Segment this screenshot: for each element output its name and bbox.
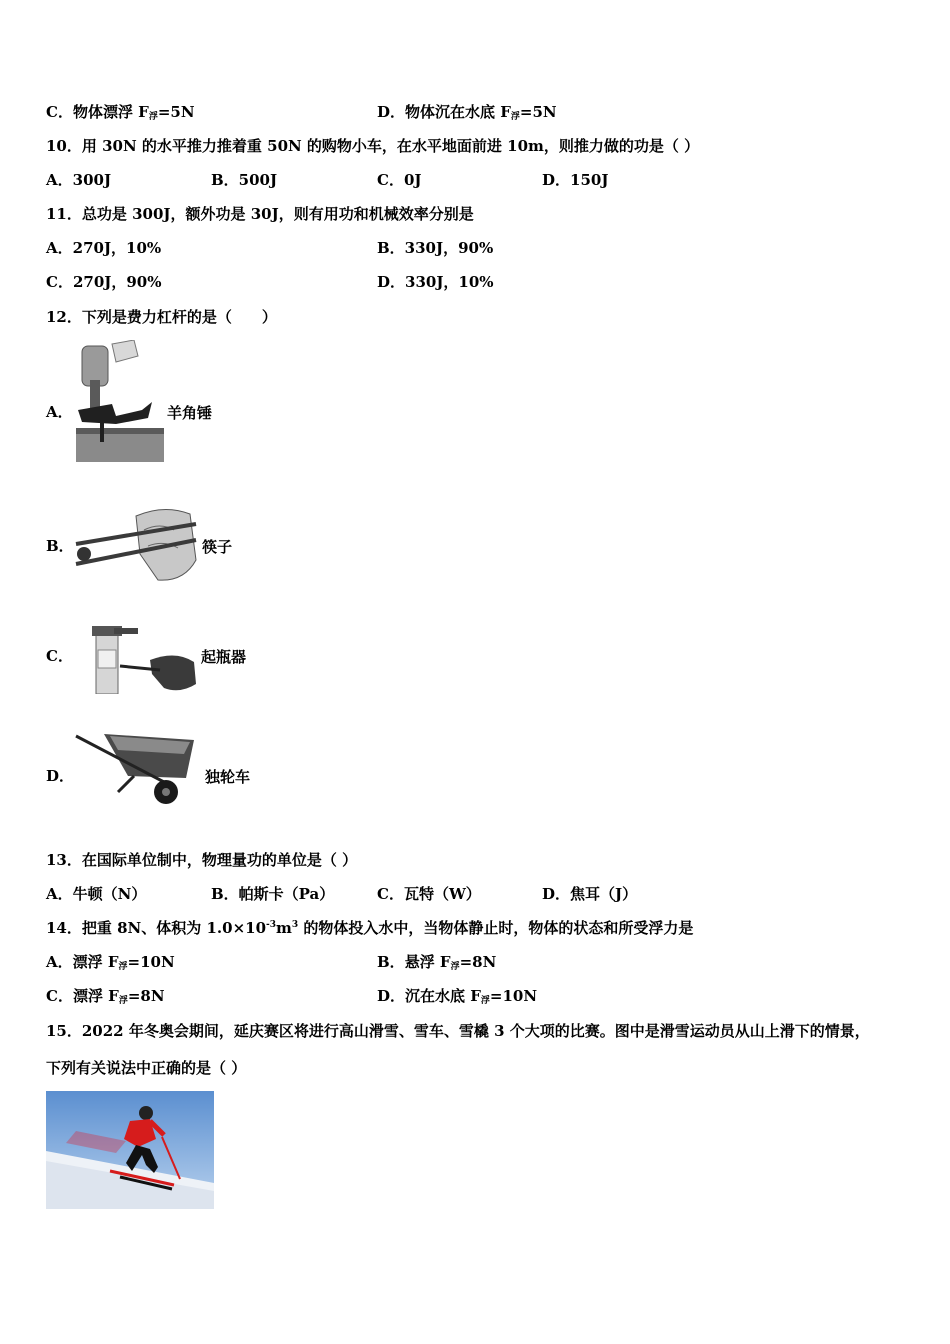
- wheelbarrow-image: [74, 726, 198, 806]
- q12-option-a-letter: A．: [46, 403, 73, 421]
- q10-option-c: C．0J: [377, 171, 422, 189]
- q10-option-d: D．150J: [542, 171, 609, 189]
- q11-option-b: B．330J，90%: [377, 239, 494, 257]
- q12-option-a-label: 羊角锤: [167, 404, 213, 422]
- q10-option-b: B．500J: [211, 171, 278, 189]
- q13-option-d: D．焦耳（J）: [542, 885, 638, 903]
- q11-stem: 11．总功是 300J，额外功是 30J，则有用功和机械效率分别是: [46, 205, 474, 223]
- q13-option-c: C．瓦特（W）: [377, 885, 481, 903]
- q14-option-d: D．沉在水底 $F_浮=10N$: [377, 987, 538, 1006]
- q13-stem: 13．在国际单位制中，物理量功的单位是（ ）: [46, 851, 358, 869]
- chopsticks-image: [74, 500, 198, 586]
- q11-option-d: D．330J，10%: [377, 273, 494, 291]
- q9-option-d: D．物体沉在水底 $F_浮=5N$: [377, 103, 557, 122]
- skier-image: [46, 1091, 214, 1209]
- q12-stem: 12．下列是费力杠杆的是（ ）: [46, 308, 277, 326]
- q12-option-c-label: 起瓶器: [201, 648, 247, 666]
- q14-option-a: A．漂浮 $F_浮=10N$: [46, 953, 175, 972]
- q13-option-a: A．牛顿（N）: [46, 885, 147, 903]
- q14-option-b: B．悬浮 $F_浮=8N$: [377, 953, 497, 972]
- q15-stem-line1: 15．2022 年冬奥会期间，延庆赛区将进行高山滑雪、雪车、雪橇 3 个大项的比赛。图中是滑雪运动员从山上滑下的情景，: [46, 1022, 870, 1040]
- q10-option-a: A．300J: [46, 171, 112, 189]
- bottle-opener-image: [80, 622, 198, 694]
- q12-option-d-label: 独轮车: [205, 768, 251, 786]
- q14-stem: 14．把重 8N、体积为 $1.0\times 10^{-3}m^3$ 的物体投入水中，当物体静止时，物体的状态和所受浮力是: [46, 919, 694, 937]
- q15-stem-line2: 下列有关说法中正确的是（ ）: [46, 1059, 247, 1077]
- q9-option-c: C．物体漂浮 $F_浮=5N$: [46, 103, 195, 122]
- q14-option-c: C．漂浮 $F_浮=8N$: [46, 987, 165, 1006]
- q11-option-c: C．270J，90%: [46, 273, 162, 291]
- q12-option-b-letter: B．: [46, 537, 74, 555]
- q11-option-a: A．270J，10%: [46, 239, 162, 257]
- q13-option-b: B．帕斯卡（Pa）: [211, 885, 335, 903]
- q12-option-d-letter: D．: [46, 767, 75, 785]
- q12-option-b-label: 筷子: [202, 538, 233, 556]
- q12-option-c-letter: C．: [46, 647, 73, 665]
- q10-stem: 10．用 30N 的水平推力推着重 50N 的购物小车，在水平地面前进 10m，则推力做的功是（ ）: [46, 137, 700, 155]
- claw-hammer-image: [72, 340, 168, 466]
